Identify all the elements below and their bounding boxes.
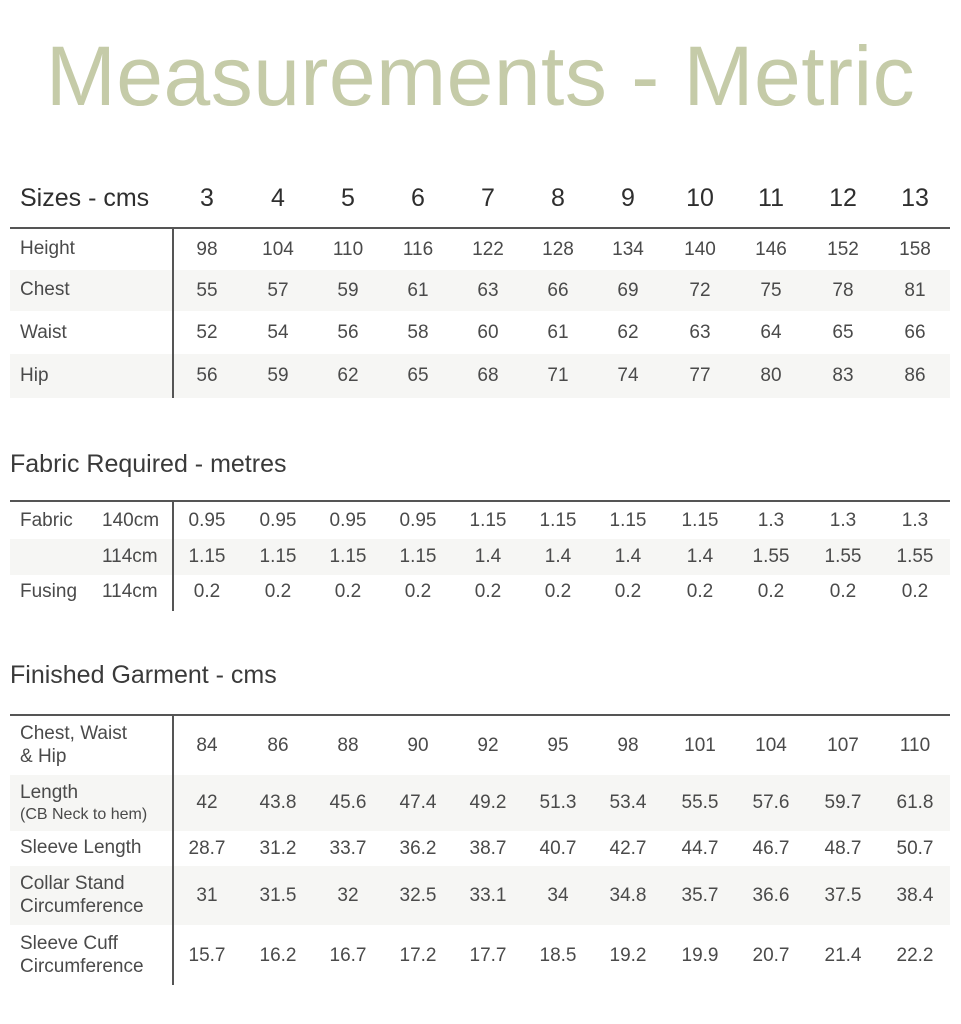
row-label: Fusing: [20, 580, 78, 602]
value-cell: 72: [689, 279, 711, 301]
value-cell: 48.7: [824, 837, 862, 859]
value-cell: 98: [617, 734, 639, 756]
value-cell: 0.2: [614, 581, 642, 602]
value-cell: 1.55: [824, 546, 862, 567]
value-cell: 64: [760, 322, 782, 343]
value-cell: 31: [196, 884, 218, 906]
value-cell: 31.5: [259, 884, 297, 906]
value-cell: 15.7: [188, 944, 226, 966]
value-cell: 59: [337, 279, 359, 301]
value-cell: 1.15: [469, 510, 507, 531]
value-cell: 66: [904, 322, 926, 343]
value-cell: 80: [760, 365, 782, 386]
value-cell: 56: [196, 365, 218, 386]
row-label: Fabric: [20, 509, 73, 531]
fabric-table: [10, 500, 950, 612]
row-label-text: [20, 873, 144, 919]
value-cell: 140: [684, 238, 716, 260]
value-cell: 33.1: [469, 884, 507, 906]
value-cell: 57.6: [752, 792, 790, 813]
value-cell: 17.7: [469, 944, 507, 966]
divider: [172, 227, 174, 398]
value-cell: 81: [904, 279, 926, 301]
value-cell: 31.2: [259, 837, 297, 859]
table-row: [10, 574, 950, 610]
value-cell: 22.2: [896, 944, 934, 966]
size-header: 10: [686, 183, 714, 212]
row-label: Height: [20, 238, 75, 260]
value-cell: 0.2: [757, 581, 785, 602]
row-label-line2: & Hip: [20, 745, 67, 767]
value-cell: 104: [262, 238, 294, 260]
value-cell: 40.7: [539, 837, 577, 859]
value-cell: 38.7: [469, 837, 507, 859]
size-header: 12: [829, 183, 857, 212]
value-cell: 1.3: [829, 510, 857, 531]
value-cell: 75: [760, 279, 782, 301]
value-cell: 36.2: [399, 837, 437, 859]
value-cell: 95: [547, 734, 569, 756]
value-cell: 59.7: [824, 792, 862, 813]
value-cell: 61: [547, 322, 569, 343]
fabric-width-label: 114cm: [102, 546, 158, 567]
value-cell: 1.3: [757, 510, 785, 531]
value-cell: 1.15: [329, 546, 367, 567]
value-cell: 0.2: [901, 581, 929, 602]
value-cell: 17.2: [399, 944, 437, 966]
value-cell: 128: [542, 238, 574, 260]
value-cell: 0.2: [193, 581, 221, 602]
body-measurements-table: [10, 170, 950, 400]
value-cell: 110: [332, 238, 364, 260]
value-cell: 65: [832, 322, 854, 343]
row-label-line2: (CB Neck to hem): [20, 805, 148, 823]
divider: [10, 500, 950, 502]
size-header: 9: [621, 183, 635, 212]
value-cell: 74: [617, 365, 639, 386]
table-row: [10, 831, 950, 866]
value-cell: 0.2: [686, 581, 714, 602]
value-cell: 1.15: [609, 510, 647, 531]
fabric-width-label: 140cm: [102, 510, 160, 531]
value-cell: 53.4: [609, 792, 647, 813]
size-header: 4: [271, 183, 285, 212]
value-cell: 54: [267, 322, 289, 343]
value-cell: 78: [832, 279, 854, 301]
row-label-line2: Circumference: [20, 955, 144, 977]
value-cell: 56: [337, 322, 359, 343]
value-cell: 1.15: [399, 546, 437, 567]
header-row: [10, 170, 950, 226]
value-cell: 0.95: [329, 510, 367, 531]
size-header: 11: [758, 183, 784, 212]
value-cell: 61.8: [896, 792, 934, 813]
value-cell: 55.5: [681, 792, 719, 813]
value-cell: 51.3: [539, 792, 577, 813]
value-cell: 88: [337, 734, 359, 756]
value-cell: 58: [407, 322, 429, 343]
value-cell: 42: [196, 792, 218, 813]
value-cell: 37.5: [824, 884, 862, 906]
row-label-line2: Circumference: [20, 895, 144, 917]
value-cell: 16.7: [329, 944, 367, 966]
row-label: Waist: [20, 321, 67, 343]
value-cell: 104: [755, 734, 787, 756]
value-cell: 86: [904, 365, 926, 386]
value-cell: 19.2: [609, 944, 647, 966]
row-label: [10, 539, 105, 575]
value-cell: 1.15: [188, 546, 226, 567]
value-cell: 68: [477, 365, 499, 386]
value-cell: 1.4: [544, 546, 572, 567]
value-cell: 90: [407, 734, 429, 756]
value-cell: 1.15: [259, 546, 297, 567]
value-cell: 45.6: [329, 792, 367, 813]
table-row: [10, 503, 950, 539]
value-cell: 52: [196, 322, 218, 343]
divider: [172, 714, 174, 985]
divider: [172, 500, 174, 611]
value-cell: 32: [337, 884, 359, 906]
value-cell: 77: [689, 365, 711, 386]
size-header: 6: [411, 183, 425, 212]
table-row: [10, 229, 950, 270]
garment-section-title: Finished Garment - cms: [10, 661, 277, 689]
table-row: [10, 312, 950, 354]
value-cell: 98: [196, 238, 218, 260]
value-cell: 0.95: [399, 510, 437, 531]
table-row: [10, 716, 950, 775]
table-row: [10, 775, 950, 831]
value-cell: 62: [617, 322, 639, 343]
value-cell: 66: [547, 279, 569, 301]
value-cell: 92: [477, 734, 499, 756]
value-cell: 28.7: [188, 837, 226, 859]
value-cell: 1.55: [752, 546, 790, 567]
value-cell: 42.7: [609, 837, 647, 859]
value-cell: 43.8: [259, 792, 297, 813]
value-cell: 134: [612, 238, 644, 260]
value-cell: 49.2: [469, 792, 507, 813]
size-header: 8: [551, 183, 565, 212]
value-cell: 63: [689, 322, 711, 343]
fabric-section-title: Fabric Required - metres: [10, 450, 287, 478]
value-cell: 65: [407, 365, 429, 386]
value-cell: 1.4: [474, 546, 502, 567]
value-cell: 1.15: [539, 510, 577, 531]
value-cell: 84: [196, 734, 218, 756]
value-cell: 46.7: [752, 837, 790, 859]
finished-garment-table: [10, 714, 950, 986]
value-cell: 32.5: [399, 884, 437, 906]
row-label: [10, 925, 180, 986]
value-cell: 86: [267, 734, 289, 756]
value-cell: 38.4: [896, 884, 934, 906]
fabric-width-label: 114cm: [102, 581, 158, 602]
value-cell: 21.4: [824, 944, 862, 966]
value-cell: 33.7: [329, 837, 367, 859]
value-cell: 55: [196, 279, 218, 301]
value-cell: 50.7: [896, 837, 934, 859]
size-header: 7: [481, 183, 495, 212]
header-label: Sizes - cms: [20, 184, 150, 212]
row-label: Hip: [20, 364, 49, 386]
value-cell: 34: [547, 884, 569, 906]
value-cell: 122: [472, 238, 504, 260]
value-cell: 35.7: [681, 884, 719, 906]
row-label-line1: Collar Stand: [20, 872, 125, 894]
value-cell: 83: [832, 365, 854, 386]
row-label-text: [20, 782, 147, 824]
value-cell: 36.6: [752, 884, 790, 906]
value-cell: 152: [827, 238, 859, 260]
row-label-line1: Length: [20, 782, 79, 803]
value-cell: 1.4: [686, 546, 714, 567]
value-cell: 1.55: [896, 546, 934, 567]
value-cell: 101: [684, 734, 716, 756]
row-label-text: [20, 723, 127, 769]
value-cell: 19.9: [681, 944, 719, 966]
value-cell: 158: [899, 238, 931, 260]
row-label: [10, 716, 180, 775]
value-cell: 146: [755, 238, 787, 260]
value-cell: 61: [407, 279, 429, 301]
table-row: [10, 270, 950, 311]
value-cell: 0.2: [474, 581, 502, 602]
value-cell: 71: [547, 365, 569, 386]
value-cell: 0.2: [829, 581, 857, 602]
value-cell: 0.2: [404, 581, 432, 602]
value-cell: 0.95: [259, 510, 297, 531]
value-cell: 20.7: [752, 944, 790, 966]
size-header: 13: [901, 183, 929, 212]
value-cell: 1.3: [901, 510, 929, 531]
row-label-text: [20, 933, 144, 979]
value-cell: 18.5: [539, 944, 577, 966]
table-row: [10, 925, 950, 986]
row-label-line1: Sleeve Cuff: [20, 932, 118, 954]
value-cell: 0.2: [264, 581, 292, 602]
value-cell: 110: [899, 734, 931, 756]
value-cell: 63: [477, 279, 499, 301]
value-cell: 1.4: [614, 546, 642, 567]
value-cell: 16.2: [259, 944, 297, 966]
value-cell: 60: [477, 322, 499, 343]
value-cell: 34.8: [609, 884, 647, 906]
value-cell: 0.2: [334, 581, 362, 602]
value-cell: 57: [267, 279, 289, 301]
row-label: Chest: [20, 279, 70, 301]
value-cell: 62: [337, 365, 359, 386]
value-cell: 69: [617, 279, 639, 301]
value-cell: 116: [402, 238, 434, 260]
row-label: [10, 831, 180, 866]
table-row: [10, 539, 950, 575]
row-label-line1: Chest, Waist: [20, 722, 127, 744]
value-cell: 47.4: [399, 792, 437, 813]
size-header: 5: [341, 183, 355, 212]
value-cell: 0.95: [188, 510, 226, 531]
value-cell: 1.15: [681, 510, 719, 531]
value-cell: 59: [267, 365, 289, 386]
size-header: 3: [200, 183, 214, 212]
row-label-line1: Sleeve Length: [20, 837, 142, 859]
row-label: [10, 775, 180, 831]
table-row: [10, 866, 950, 925]
value-cell: 107: [827, 734, 859, 756]
value-cell: 44.7: [681, 837, 719, 859]
table-row: [10, 354, 950, 398]
value-cell: 0.2: [544, 581, 572, 602]
page-title: Measurements - Metric: [45, 29, 916, 123]
row-label: [10, 866, 180, 925]
row-label-text: [20, 837, 142, 860]
